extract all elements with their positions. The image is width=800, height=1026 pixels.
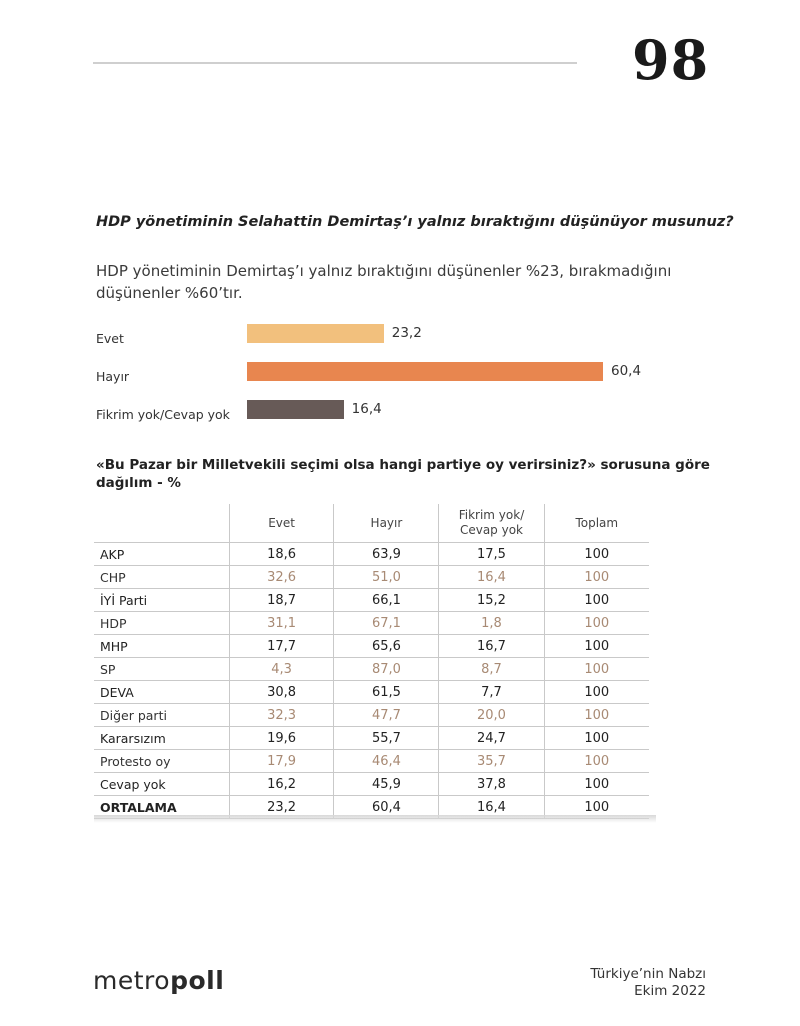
brand-bold-text: poll	[170, 966, 225, 995]
summary-text: HDP yönetiminin Demirtaş’ı yalnız bıraktığını düşünenler %23, bırakmadığını düşünenler %60’tır.	[96, 262, 672, 302]
vote-distribution-table	[94, 504, 649, 819]
question-title: HDP yönetiminin Selahattin Demirtaş’ı yalnız bıraktığını düşünüyor musunuz?	[96, 214, 734, 230]
table-cell: 100	[544, 543, 649, 566]
table-cell: 15,2	[439, 589, 544, 612]
table-row	[94, 566, 649, 589]
table-row	[94, 635, 649, 658]
column-header-party	[94, 504, 229, 543]
publication-date: Ekim 2022	[634, 983, 706, 999]
table-cell: 19,6	[229, 727, 334, 750]
bar-evet	[247, 324, 384, 343]
brand-light-text: metro	[93, 966, 171, 995]
table-cell: 65,6	[334, 635, 439, 658]
table-row	[94, 589, 649, 612]
table-cell: 1,8	[439, 612, 544, 635]
row-label: SP	[94, 658, 229, 681]
table-cell: 47,7	[334, 704, 439, 727]
table-cell: 66,1	[334, 589, 439, 612]
page-number: 98	[632, 28, 710, 92]
column-header-fikrim-yok: Fikrim yok/ Cevap yok	[439, 504, 544, 543]
table-cell: 100	[544, 635, 649, 658]
bar-value-evet: 23,2	[391, 325, 422, 341]
table-cell: 16,4	[439, 796, 544, 819]
row-label: DEVA	[94, 681, 229, 704]
metropoll-logo	[93, 966, 224, 995]
table-cell: 16,2	[229, 773, 334, 796]
bar-fikrim-yok-cevap-yok	[247, 400, 344, 419]
table-row	[94, 681, 649, 704]
column-header-evet: Evet	[229, 504, 334, 543]
table-cell: 100	[544, 796, 649, 819]
table-row	[94, 727, 649, 750]
row-label: AKP	[94, 543, 229, 566]
table-row	[94, 773, 649, 796]
table-cell: 55,7	[334, 727, 439, 750]
bar-label-fikrim-yok-cevap-yok: Fikrim yok/Cevap yok	[96, 407, 230, 422]
table-row	[94, 543, 649, 566]
row-label: MHP	[94, 635, 229, 658]
column-header-toplam: Toplam	[544, 504, 649, 543]
table-row	[94, 658, 649, 681]
row-label: HDP	[94, 612, 229, 635]
table-cell: 37,8	[439, 773, 544, 796]
table-cell: 16,4	[439, 566, 544, 589]
table-cell: 100	[544, 727, 649, 750]
table-cell: 8,7	[439, 658, 544, 681]
table-cell: 18,6	[229, 543, 334, 566]
table-cell: 30,8	[229, 681, 334, 704]
publication-name: Türkiye’nin Nabzı	[590, 966, 706, 982]
table-cell: 100	[544, 704, 649, 727]
bar-hay-r	[247, 362, 603, 381]
bar-label-hay-r: Hayır	[96, 369, 130, 384]
table-cell: 60,4	[334, 796, 439, 819]
table-cell: 46,4	[334, 750, 439, 773]
table-cell: 32,3	[229, 704, 334, 727]
table-cell: 18,7	[229, 589, 334, 612]
table-cell: 20,0	[439, 704, 544, 727]
table-bottom-shadow	[94, 815, 656, 823]
row-label: Protesto oy	[94, 750, 229, 773]
table-row	[94, 750, 649, 773]
table-cell: 45,9	[334, 773, 439, 796]
table-cell: 100	[544, 658, 649, 681]
table-cell: 17,5	[439, 543, 544, 566]
table-cell: 100	[544, 612, 649, 635]
table-row	[94, 612, 649, 635]
table-cell: 100	[544, 773, 649, 796]
bar-value-fikrim-yok-cevap-yok: 16,4	[351, 401, 382, 417]
table-cell: 7,7	[439, 681, 544, 704]
table-cell: 100	[544, 589, 649, 612]
table-cell: 35,7	[439, 750, 544, 773]
table-cell: 17,7	[229, 635, 334, 658]
table-cell: 61,5	[334, 681, 439, 704]
table-cell: 100	[544, 750, 649, 773]
table-cell: 17,9	[229, 750, 334, 773]
table-body	[94, 543, 649, 819]
table-cell: 100	[544, 681, 649, 704]
table-cell: 100	[544, 566, 649, 589]
table-cell: 87,0	[334, 658, 439, 681]
table-cell: 16,7	[439, 635, 544, 658]
column-header-hayir: Hayır	[334, 504, 439, 543]
row-label: İYİ Parti	[94, 589, 229, 612]
row-label: Diğer parti	[94, 704, 229, 727]
table-title: «Bu Pazar bir Milletvekili seçimi olsa hangi partiye oy verirsiniz?» sorusuna göre dağılım - %	[96, 457, 710, 491]
table-cell: 32,6	[229, 566, 334, 589]
bar-label-evet: Evet	[96, 331, 124, 346]
table-cell: 4,3	[229, 658, 334, 681]
row-label: Kararsızım	[94, 727, 229, 750]
table-header-row	[94, 504, 649, 543]
row-label: Cevap yok	[94, 773, 229, 796]
row-label: ORTALAMA	[94, 796, 229, 819]
row-label: CHP	[94, 566, 229, 589]
footer-publication	[590, 966, 706, 1000]
table-cell: 31,1	[229, 612, 334, 635]
table-cell: 51,0	[334, 566, 439, 589]
table-cell: 63,9	[334, 543, 439, 566]
table-cell: 67,1	[334, 612, 439, 635]
table-cell: 24,7	[439, 727, 544, 750]
table-cell: 23,2	[229, 796, 334, 819]
bar-value-hay-r: 60,4	[611, 363, 642, 379]
header-divider	[93, 62, 577, 64]
table-row	[94, 704, 649, 727]
